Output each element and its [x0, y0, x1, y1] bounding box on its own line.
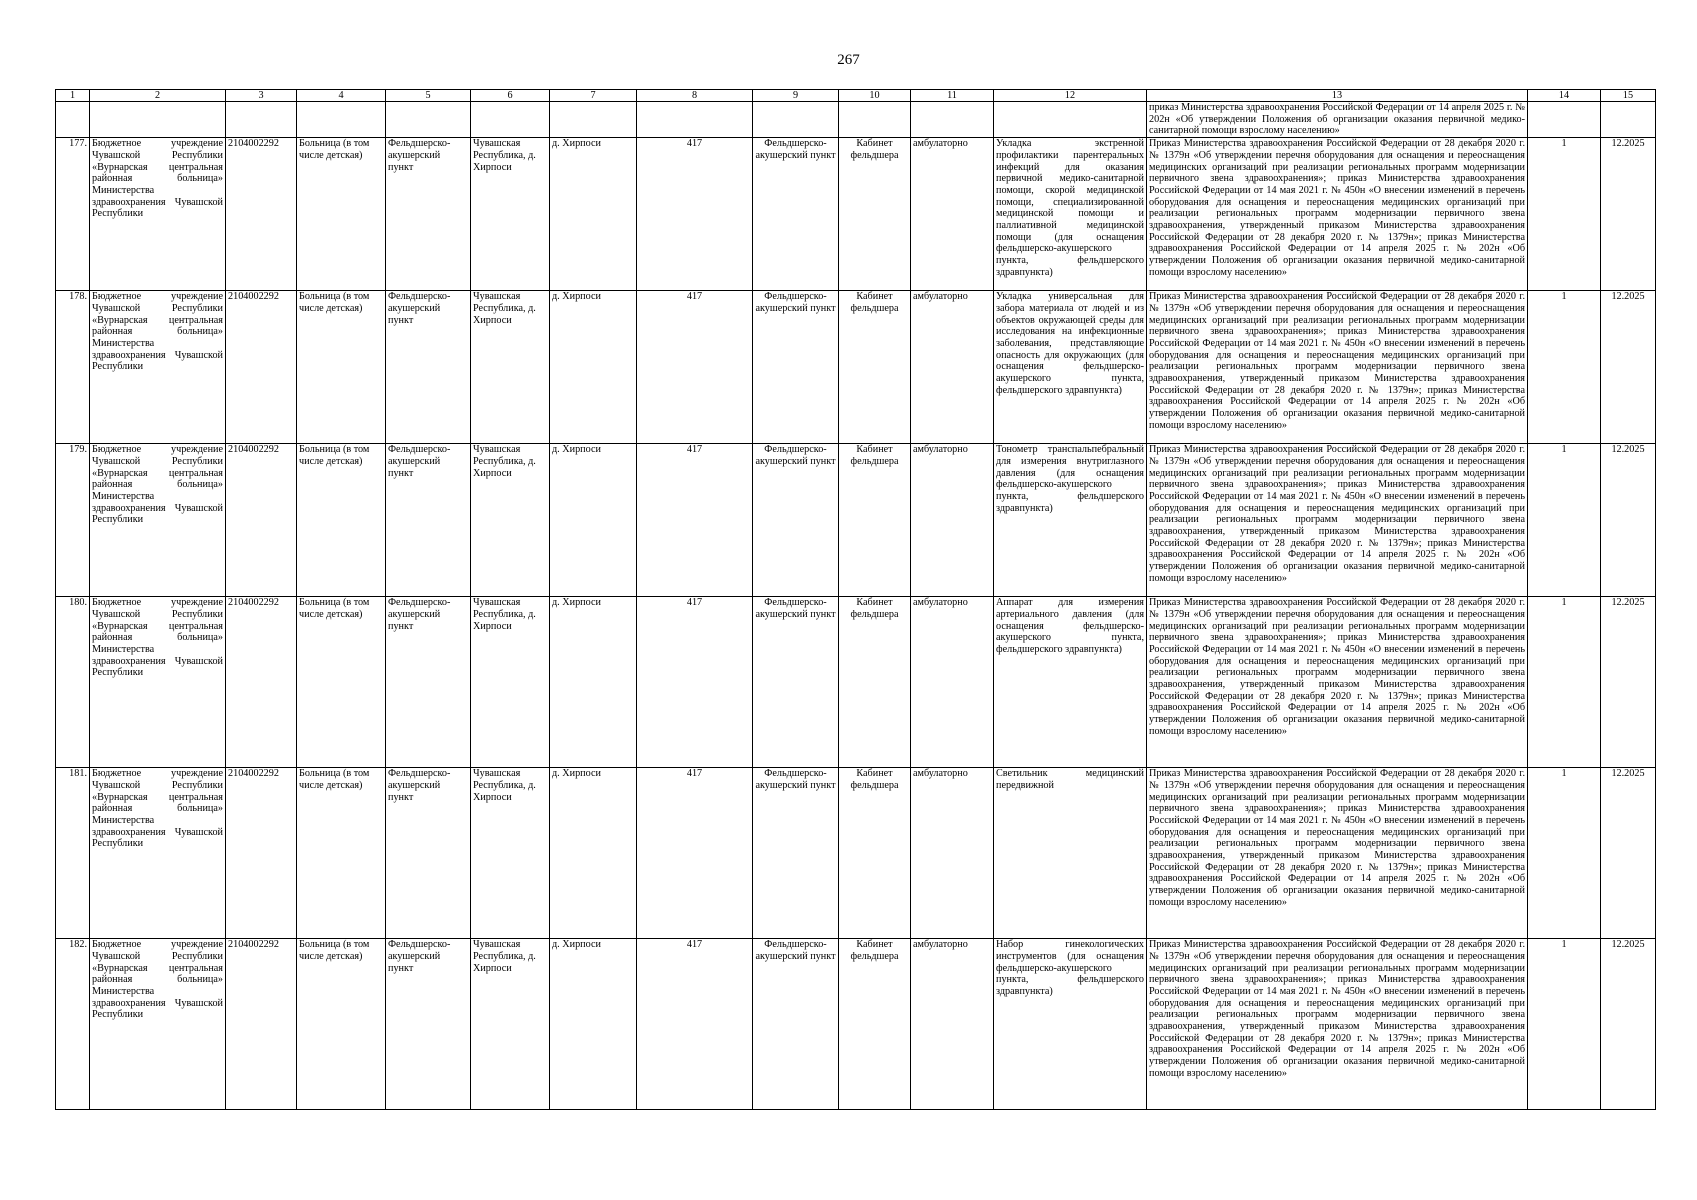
organization-name: Бюджетное учреждение Чувашской Республики «Вурнарская центральная районная больница» Министерства здравоохранения Чувашской Республики	[90, 939, 226, 1110]
room: Кабинет фельдшера	[839, 597, 911, 768]
facility-type: Больница (в том числе детская)	[297, 768, 386, 939]
equipment-name: Укладка универсальная для забора материала от людей и из объектов окружающей среды для исследования на инфекционные заболевания, представляющие опасность для окружающих (для оснащения фельдшерско-акушерского пункта, фельдшерского здравпункта)	[994, 291, 1147, 444]
region: Чувашская Республика, д. Хирпоси	[471, 939, 550, 1110]
room: Кабинет фельдшера	[839, 138, 911, 291]
locality: д. Хирпоси	[550, 138, 637, 291]
facility-type: Больница (в том числе детская)	[297, 444, 386, 597]
region: Чувашская Республика, д. Хирпоси	[471, 597, 550, 768]
room: Кабинет фельдшера	[839, 939, 911, 1110]
legal-basis: Приказ Министерства здравоохранения Российской Федерации от 28 декабря 2020 г. № 1379н «Об утверждении перечня оборудования для оснащения и переоснащения медицинских организаций при реализации региональных программ модернизации первичного звена здравоохранения»; приказ Министерства здравоохранения Российской Федерации от 14 мая 2021 г. № 450н «О внесении изменений в перечень оборудования для оснащения и переоснащения медицинских организаций при реализации региональных программ модернизации первичного звена здравоохранения, утвержденный приказом Министерства здравоохранения Российской Федерации от 28 декабря 2020 г. № 1379н»; приказ Министерства здравоохранения Российской Федерации от 14 апреля 2025 г. № 202н «Об утверждении Положения об организации оказания первичной медико-санитарной помощи взрослому населению»	[1147, 939, 1528, 1110]
column-number: 7	[550, 90, 637, 102]
facility-type: Больница (в том числе детская)	[297, 291, 386, 444]
locality: д. Хирпоси	[550, 768, 637, 939]
room: Кабинет фельдшера	[839, 444, 911, 597]
quantity: 1	[1528, 768, 1601, 939]
inn: 2104002292	[226, 939, 297, 1110]
care-mode: амбулаторно	[911, 939, 994, 1110]
table-row	[56, 444, 1656, 597]
due-date: 12.2025	[1601, 138, 1656, 291]
unit: Фельдшерско-акушерский пункт	[386, 939, 471, 1110]
facility-type: Больница (в том числе детская)	[297, 597, 386, 768]
quantity: 1	[1528, 138, 1601, 291]
inn: 2104002292	[226, 138, 297, 291]
inn: 2104002292	[226, 768, 297, 939]
continuation-legal-basis: приказ Министерства здравоохранения Российской Федерации от 14 апреля 2025 г. № 202н «Об утверждении Положения об организации оказания первичной медико-санитарной помощи взрослому населению»	[1147, 102, 1528, 138]
unit: Фельдшерско-акушерский пункт	[386, 291, 471, 444]
column-number: 1	[56, 90, 90, 102]
locality: д. Хирпоси	[550, 291, 637, 444]
legal-basis: Приказ Министерства здравоохранения Российской Федерации от 28 декабря 2020 г. № 1379н «Об утверждении перечня оборудования для оснащения и переоснащения медицинских организаций при реализации региональных программ модернизации первичного звена здравоохранения»; приказ Министерства здравоохранения Российской Федерации от 14 мая 2021 г. № 450н «О внесении изменений в перечень оборудования для оснащения и переоснащения медицинских организаций при реализации региональных программ модернизации первичного звена здравоохранения, утвержденный приказом Министерства здравоохранения Российской Федерации от 28 декабря 2020 г. № 1379н»; приказ Министерства здравоохранения Российской Федерации от 14 апреля 2025 г. № 202н «Об утверждении Положения об организации оказания первичной медико-санитарной помощи взрослому населению»	[1147, 597, 1528, 768]
unit: Фельдшерско-акушерский пункт	[386, 768, 471, 939]
organization-name: Бюджетное учреждение Чувашской Республики «Вурнарская центральная районная больница» Министерства здравоохранения Чувашской Республики	[90, 291, 226, 444]
table-row	[56, 291, 1656, 444]
unit: Фельдшерско-акушерский пункт	[386, 444, 471, 597]
equipment-name: Набор гинекологических инструментов (для оснащения фельдшерско-акушерского пункта, фельдшерского здравпункта)	[994, 939, 1147, 1110]
organization-name: Бюджетное учреждение Чувашской Республики «Вурнарская центральная районная больница» Министерства здравоохранения Чувашской Республики	[90, 597, 226, 768]
row-number: 179.	[56, 444, 90, 597]
page-number: 267	[837, 52, 860, 68]
facility-type: Больница (в том числе детская)	[297, 939, 386, 1110]
legal-basis: Приказ Министерства здравоохранения Российской Федерации от 28 декабря 2020 г. № 1379н «Об утверждении перечня оборудования для оснащения и переоснащения медицинских организаций при реализации региональных программ модернизации первичного звена здравоохранения»; приказ Министерства здравоохранения Российской Федерации от 14 мая 2021 г. № 450н «О внесении изменений в перечень оборудования для оснащения и переоснащения медицинских организаций при реализации региональных программ модернизации первичного звена здравоохранения, утвержденный приказом Министерства здравоохранения Российской Федерации от 28 декабря 2020 г. № 1379н»; приказ Министерства здравоохранения Российской Федерации от 14 апреля 2025 г. № 202н «Об утверждении Положения об организации оказания первичной медико-санитарной помощи взрослому населению»	[1147, 768, 1528, 939]
column-number: 15	[1601, 90, 1656, 102]
equipment-name: Укладка экстренной профилактики парентеральных инфекций для оказания первичной медико-санитарной помощи, скорой медицинской помощи, специализированной медицинской помощи и паллиативной медицинской помощи (для оснащения фельдшерско-акушерского пункта, фельдшерского здравпункта)	[994, 138, 1147, 291]
unit-type: Фельдшерско-акушерский пункт	[753, 939, 839, 1110]
code: 417	[637, 939, 753, 1110]
table-row	[56, 597, 1656, 768]
care-mode: амбулаторно	[911, 597, 994, 768]
care-mode: амбулаторно	[911, 291, 994, 444]
table-row	[56, 939, 1656, 1110]
due-date: 12.2025	[1601, 291, 1656, 444]
equipment-registry-table	[55, 89, 1656, 1110]
row-number: 181.	[56, 768, 90, 939]
equipment-name: Аппарат для измерения артериального давления (для оснащения фельдшерско-акушерского пункта, фельдшерского здравпункта)	[994, 597, 1147, 768]
region: Чувашская Республика, д. Хирпоси	[471, 138, 550, 291]
column-number: 3	[226, 90, 297, 102]
column-number: 9	[753, 90, 839, 102]
unit: Фельдшерско-акушерский пункт	[386, 597, 471, 768]
locality: д. Хирпоси	[550, 939, 637, 1110]
locality: д. Хирпоси	[550, 597, 637, 768]
locality: д. Хирпоси	[550, 444, 637, 597]
region: Чувашская Республика, д. Хирпоси	[471, 768, 550, 939]
quantity: 1	[1528, 291, 1601, 444]
code: 417	[637, 444, 753, 597]
due-date: 12.2025	[1601, 597, 1656, 768]
legal-basis: Приказ Министерства здравоохранения Российской Федерации от 28 декабря 2020 г. № 1379н «Об утверждении перечня оборудования для оснащения и переоснащения медицинских организаций при реализации региональных программ модернизации первичного звена здравоохранения»; приказ Министерства здравоохранения Российской Федерации от 14 мая 2021 г. № 450н «О внесении изменений в перечень оборудования для оснащения и переоснащения медицинских организаций при реализации региональных программ модернизации первичного звена здравоохранения, утвержденный приказом Министерства здравоохранения Российской Федерации от 28 декабря 2020 г. № 1379н»; приказ Министерства здравоохранения Российской Федерации от 14 апреля 2025 г. № 202н «Об утверждении Положения об организации оказания первичной медико-санитарной помощи взрослому населению»	[1147, 444, 1528, 597]
column-number: 11	[911, 90, 994, 102]
equipment-name: Тонометр транспальпебральный для измерения внутриглазного давления (для оснащения фельдшерско-акушерского пункта, фельдшерского здравпункта)	[994, 444, 1147, 597]
column-number: 14	[1528, 90, 1601, 102]
inn: 2104002292	[226, 291, 297, 444]
due-date: 12.2025	[1601, 444, 1656, 597]
table-row	[56, 138, 1656, 291]
column-number-row	[56, 90, 1656, 102]
care-mode: амбулаторно	[911, 138, 994, 291]
inn: 2104002292	[226, 597, 297, 768]
row-number: 180.	[56, 597, 90, 768]
unit-type: Фельдшерско-акушерский пункт	[753, 444, 839, 597]
unit-type: Фельдшерско-акушерский пункт	[753, 291, 839, 444]
due-date: 12.2025	[1601, 768, 1656, 939]
code: 417	[637, 768, 753, 939]
code: 417	[637, 597, 753, 768]
quantity: 1	[1528, 939, 1601, 1110]
column-number: 4	[297, 90, 386, 102]
continuation-row	[56, 102, 1656, 138]
column-number: 10	[839, 90, 911, 102]
organization-name: Бюджетное учреждение Чувашской Республики «Вурнарская центральная районная больница» Министерства здравоохранения Чувашской Республики	[90, 444, 226, 597]
legal-basis: Приказ Министерства здравоохранения Российской Федерации от 28 декабря 2020 г. № 1379н «Об утверждении перечня оборудования для оснащения и переоснащения медицинских организаций при реализации региональных программ модернизации первичного звена здравоохранения»; приказ Министерства здравоохранения Российской Федерации от 14 мая 2021 г. № 450н «О внесении изменений в перечень оборудования для оснащения и переоснащения медицинских организаций при реализации региональных программ модернизации первичного звена здравоохранения, утвержденный приказом Министерства здравоохранения Российской Федерации от 28 декабря 2020 г. № 1379н»; приказ Министерства здравоохранения Российской Федерации от 14 апреля 2025 г. № 202н «Об утверждении Положения об организации оказания первичной медико-санитарной помощи взрослому населению»	[1147, 291, 1528, 444]
equipment-name: Светильник медицинский передвижной	[994, 768, 1147, 939]
row-number: 182.	[56, 939, 90, 1110]
unit: Фельдшерско-акушерский пункт	[386, 138, 471, 291]
column-number: 5	[386, 90, 471, 102]
code: 417	[637, 291, 753, 444]
room: Кабинет фельдшера	[839, 291, 911, 444]
quantity: 1	[1528, 597, 1601, 768]
legal-basis: Приказ Министерства здравоохранения Российской Федерации от 28 декабря 2020 г. № 1379н «Об утверждении перечня оборудования для оснащения и переоснащения медицинских организаций при реализации региональных программ модернизации первичного звена здравоохранения»; приказ Министерства здравоохранения Российской Федерации от 14 мая 2021 г. № 450н «О внесении изменений в перечень оборудования для оснащения и переоснащения медицинских организаций при реализации региональных программ модернизации первичного звена здравоохранения, утвержденный приказом Министерства здравоохранения Российской Федерации от 28 декабря 2020 г. № 1379н»; приказ Министерства здравоохранения Российской Федерации от 14 апреля 2025 г. № 202н «Об утверждении Положения об организации оказания первичной медико-санитарной помощи взрослому населению»	[1147, 138, 1528, 291]
table-row	[56, 768, 1656, 939]
facility-type: Больница (в том числе детская)	[297, 138, 386, 291]
row-number: 178.	[56, 291, 90, 444]
row-number: 177.	[56, 138, 90, 291]
code: 417	[637, 138, 753, 291]
column-number: 13	[1147, 90, 1528, 102]
quantity: 1	[1528, 444, 1601, 597]
organization-name: Бюджетное учреждение Чувашской Республики «Вурнарская центральная районная больница» Министерства здравоохранения Чувашской Республики	[90, 138, 226, 291]
organization-name: Бюджетное учреждение Чувашской Республики «Вурнарская центральная районная больница» Министерства здравоохранения Чувашской Республики	[90, 768, 226, 939]
care-mode: амбулаторно	[911, 444, 994, 597]
column-number: 2	[90, 90, 226, 102]
unit-type: Фельдшерско-акушерский пункт	[753, 768, 839, 939]
column-number: 12	[994, 90, 1147, 102]
region: Чувашская Республика, д. Хирпоси	[471, 444, 550, 597]
unit-type: Фельдшерско-акушерский пункт	[753, 138, 839, 291]
column-number: 6	[471, 90, 550, 102]
inn: 2104002292	[226, 444, 297, 597]
unit-type: Фельдшерско-акушерский пункт	[753, 597, 839, 768]
care-mode: амбулаторно	[911, 768, 994, 939]
room: Кабинет фельдшера	[839, 768, 911, 939]
due-date: 12.2025	[1601, 939, 1656, 1110]
column-number: 8	[637, 90, 753, 102]
region: Чувашская Республика, д. Хирпоси	[471, 291, 550, 444]
